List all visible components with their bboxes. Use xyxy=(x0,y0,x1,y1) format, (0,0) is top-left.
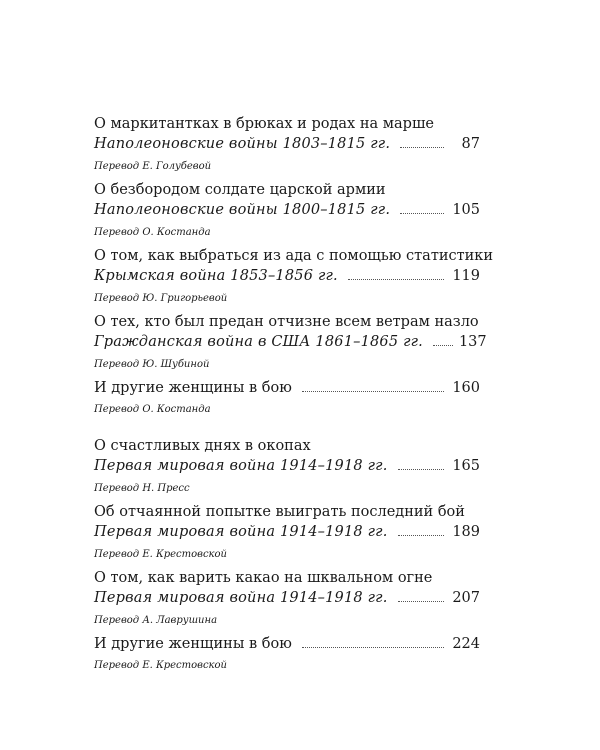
entry-translator: Перевод Ю. Григорьевой xyxy=(94,293,228,304)
dot-leader xyxy=(348,279,444,280)
entry-title: Об отчаянной попытке выиграть последний бой xyxy=(94,504,465,520)
entry-title: И другие женщины в бою xyxy=(94,380,292,396)
entry-title: О маркитантках в брюках и родах на марше xyxy=(94,116,435,132)
entry-subtitle: Первая мировая война 1914–1918 гг. xyxy=(94,458,388,474)
toc-entry[interactable] xyxy=(94,378,480,436)
entry-subtitle-line xyxy=(94,266,480,286)
entry-translator: Перевод Е. Крестовской xyxy=(94,549,227,560)
entry-translator: Перевод Ю. Шубиной xyxy=(94,359,210,370)
entry-title-line xyxy=(94,378,480,398)
page-number: 105 xyxy=(452,202,480,218)
toc-entry[interactable] xyxy=(94,568,480,634)
toc-entry[interactable] xyxy=(94,634,480,692)
page-number: 165 xyxy=(452,458,480,474)
entry-subtitle: Крымская война 1853–1856 гг. xyxy=(94,268,338,284)
entry-translator: Перевод А. Лаврушина xyxy=(94,615,218,626)
page-number: 207 xyxy=(452,590,480,606)
entry-translator: Перевод Е. Голубевой xyxy=(94,161,212,172)
entry-subtitle: Наполеоновские войны 1803–1815 гг. xyxy=(94,136,391,152)
entry-title: О том, как варить какао на шквальном огне xyxy=(94,570,433,586)
entry-subtitle: Гражданская война в США 1861–1865 гг. xyxy=(94,334,423,350)
entry-translator: Перевод Е. Крестовской xyxy=(94,660,227,671)
page-number: 189 xyxy=(452,524,480,540)
entry-subtitle-line xyxy=(94,200,480,220)
dot-leader xyxy=(398,535,444,536)
table-of-contents xyxy=(94,114,494,692)
entry-subtitle-line xyxy=(94,522,480,542)
toc-entry[interactable] xyxy=(94,436,480,502)
entry-subtitle: Наполеоновские войны 1800–1815 гг. xyxy=(94,202,391,218)
entry-title: О тех, кто был предан отчизне всем ветрам назло xyxy=(94,314,479,330)
dot-leader xyxy=(302,391,444,392)
toc-entry[interactable] xyxy=(94,502,480,568)
page-number: 87 xyxy=(461,136,480,152)
entry-subtitle: Первая мировая война 1914–1918 гг. xyxy=(94,590,388,606)
entry-subtitle-line xyxy=(94,456,480,476)
entry-title: О безбородом солдате царской армии xyxy=(94,182,386,198)
entry-title: О том, как выбраться из ада с помощью статистики xyxy=(94,248,494,264)
entry-title: О счастливых днях в окопах xyxy=(94,438,311,454)
entry-translator: Перевод О. Костанда xyxy=(94,227,211,238)
entry-title: И другие женщины в бою xyxy=(94,636,292,652)
page-number: 160 xyxy=(452,380,480,396)
page-number: 224 xyxy=(452,636,480,652)
entry-subtitle-line xyxy=(94,588,480,608)
toc-entry[interactable] xyxy=(94,180,480,246)
entry-subtitle: Первая мировая война 1914–1918 гг. xyxy=(94,524,388,540)
entry-subtitle-line xyxy=(94,332,487,352)
toc-entry[interactable] xyxy=(94,114,480,180)
dot-leader xyxy=(400,213,444,214)
dot-leader xyxy=(400,147,444,148)
dot-leader xyxy=(398,601,444,602)
entry-title-line xyxy=(94,634,480,654)
page-number: 137 xyxy=(458,334,487,350)
entry-translator: Перевод Н. Пресс xyxy=(94,483,190,494)
entry-subtitle-line xyxy=(94,134,480,154)
dot-leader xyxy=(433,345,453,346)
page-number: 119 xyxy=(452,268,480,284)
toc-entry[interactable] xyxy=(94,312,487,378)
toc-entry[interactable] xyxy=(94,246,494,312)
dot-leader xyxy=(302,647,444,648)
entry-translator: Перевод О. Костанда xyxy=(94,404,211,415)
dot-leader xyxy=(398,469,444,470)
